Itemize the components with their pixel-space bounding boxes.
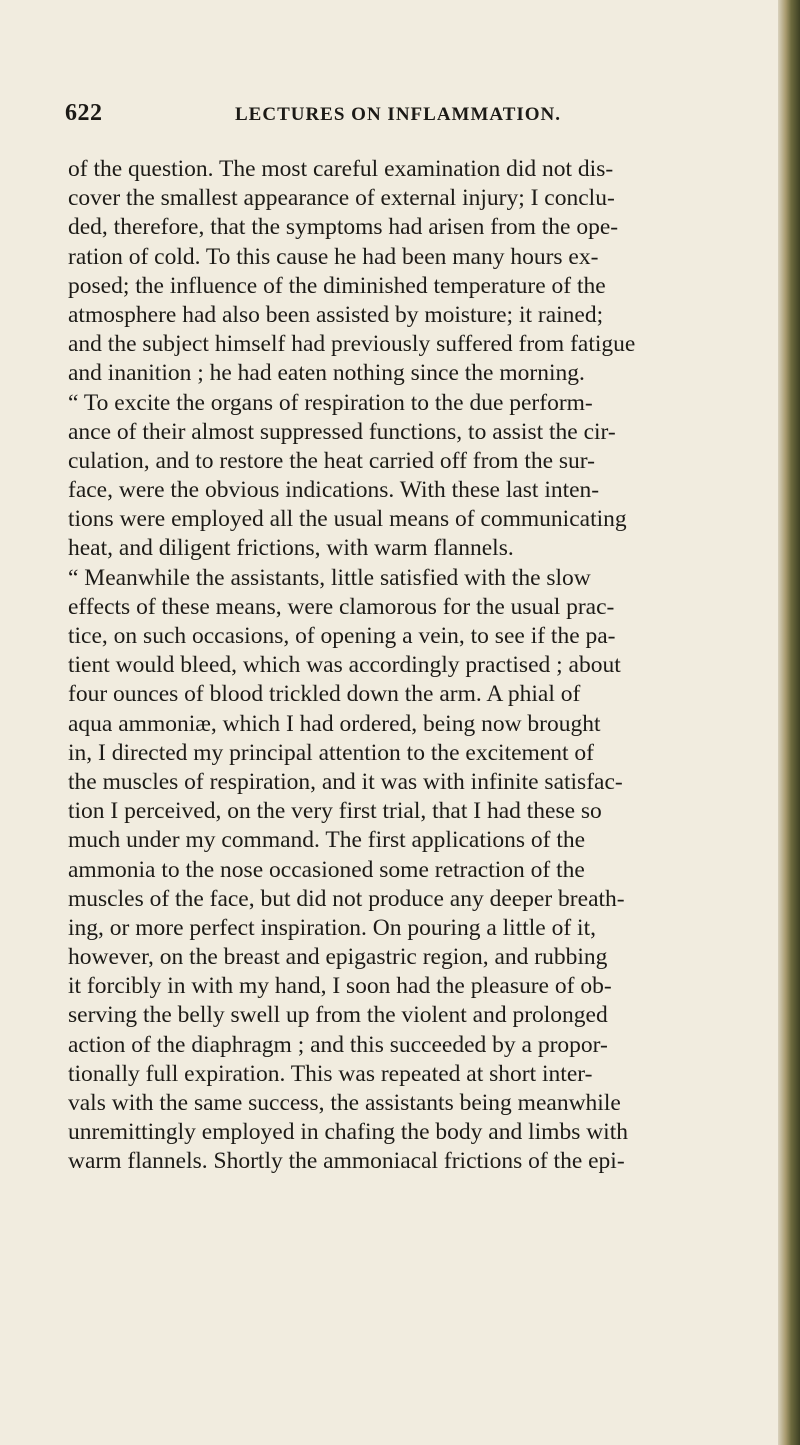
- text-line: cover the smallest appearance of external injury; I conclu-: [68, 185, 615, 212]
- text-line: ance of their almost suppressed functions, to assist the cir-: [68, 418, 616, 445]
- text-line: muscles of the face, but did not produce any deeper breath-: [68, 885, 625, 912]
- text-line: tions were employed all the usual means of communicating: [68, 506, 627, 533]
- text-line: unremittingly employed in chafing the body and limbs with: [68, 1119, 628, 1146]
- text-line: vals with the same success, the assistants being meanwhile: [68, 1090, 621, 1116]
- text-line: of the question. The most careful examination did not dis-: [68, 156, 614, 182]
- text-line: tionally full expiration. This was repeated at short inter-: [68, 1060, 593, 1087]
- text-line: and the subject himself had previously suffered from fatigue: [68, 331, 636, 358]
- text-line: effects of these means, were clamorous for the usual prac-: [68, 593, 615, 620]
- text-line: much under my command. The first applications of the: [68, 827, 586, 854]
- text-line: it forcibly in with my hand, I soon had the pleasure of ob-: [68, 973, 612, 1000]
- text-line: posed; the influence of the diminished temperature of the: [68, 272, 606, 299]
- book-spine-edge: [778, 0, 800, 1445]
- text-line: face, were the obvious indications. With these last inten-: [68, 477, 600, 504]
- text-line: tient would bleed, which was accordingly practised ; about: [68, 652, 621, 679]
- text-line: “ To excite the organs of respiration to the due perform-: [68, 389, 593, 416]
- running-title: LECTURES ON INFLAMMATION.: [235, 104, 562, 125]
- text-line: aqua ammoniæ, which I had ordered, being now brought: [68, 710, 601, 737]
- text-line: and inanition ; he had eaten nothing since the morning.: [68, 360, 585, 387]
- text-line: heat, and diligent frictions, with warm flannels.: [68, 535, 514, 562]
- page-header: [65, 100, 685, 140]
- text-line: four ounces of blood trickled down the arm. A phial of: [68, 681, 581, 708]
- page-number: 622: [65, 100, 103, 126]
- body-text: [68, 155, 748, 1177]
- text-line: action of the diaphragm ; and this succeeded by a propor-: [68, 1031, 608, 1058]
- text-line: culation, and to restore the heat carried off from the sur-: [68, 447, 595, 474]
- text-line: “ Meanwhile the assistants, little satisfied with the slow: [68, 564, 591, 591]
- text-line: serving the belly swell up from the violent and prolonged: [68, 1002, 608, 1029]
- text-line: ammonia to the nose occasioned some retraction of the: [68, 856, 585, 883]
- text-line: atmosphere had also been assisted by moisture; it rained;: [68, 301, 604, 328]
- text-line: ing, or more perfect inspiration. On pouring a little of it,: [68, 914, 596, 941]
- text-line: in, I directed my principal attention to the excitement of: [68, 739, 594, 766]
- text-line: warm flannels. Shortly the ammoniacal frictions of the epi-: [68, 1148, 625, 1175]
- text-line: tion I perceived, on the very first trial, that I had these so: [68, 798, 602, 825]
- text-line: tice, on such occasions, of opening a vein, to see if the pa-: [68, 623, 616, 649]
- text-line: the muscles of respiration, and it was with infinite satisfac-: [68, 768, 623, 795]
- text-line: ration of cold. To this cause he had been many hours ex-: [68, 243, 599, 270]
- text-line: ded, therefore, that the symptoms had arisen from the ope-: [68, 214, 619, 241]
- text-line: however, on the breast and epigastric region, and rubbing: [68, 944, 608, 971]
